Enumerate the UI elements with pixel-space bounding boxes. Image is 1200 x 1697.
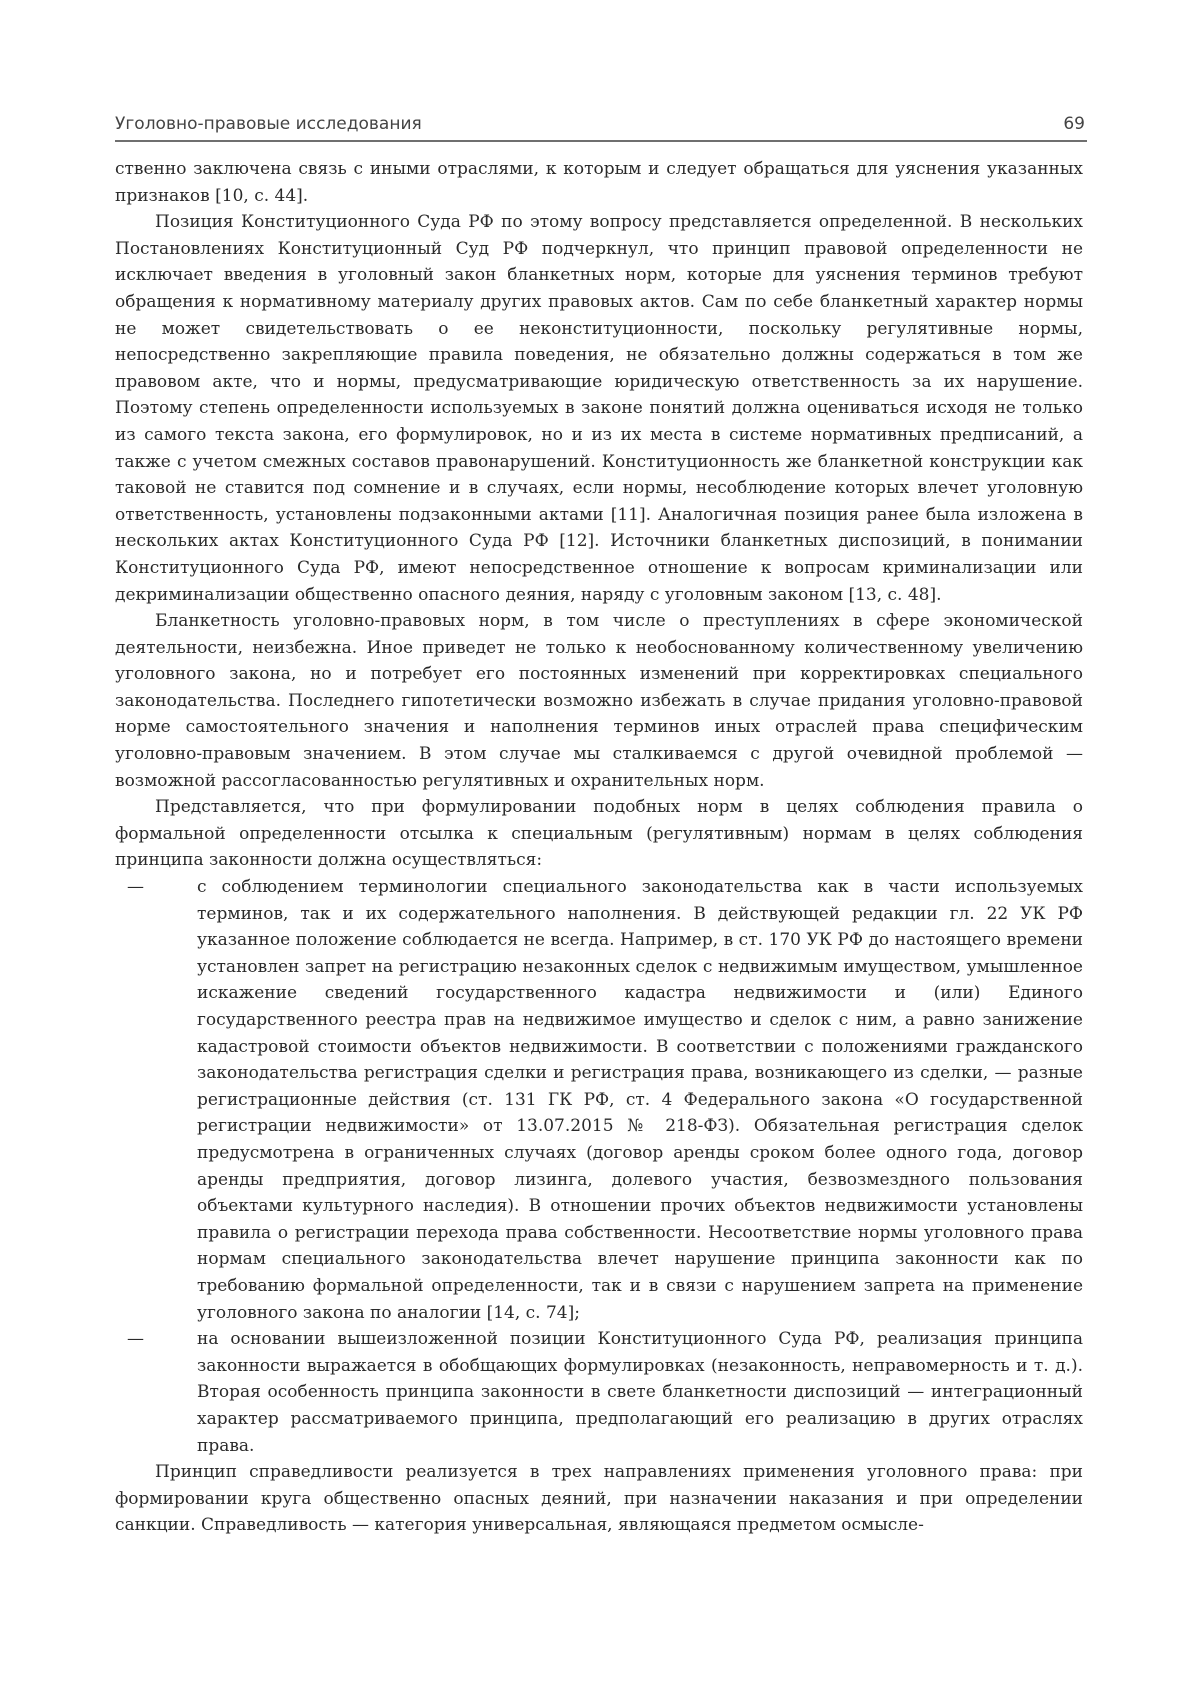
running-title: Уголовно-правовые исследования [115,114,422,134]
paragraph: Представляется, что при формулировании подобных норм в целях соблюдения правила о формальной определенности отсылка к специальным (регулятивным) нормам в целях соблюдения принципа законности должна осуществляться: [115,797,1083,871]
running-header [115,108,1087,142]
list-item [127,1326,1083,1459]
page-number: 69 [1063,114,1085,134]
paragraph: Бланкетность уголовно-правовых норм, в том числе о преступлениях в сфере экономической деятельности, неизбежна. Иное приведет не только к необоснованному количественному увеличению уголовного закона, но и потребует его постоянных изменений при корректировках специального законодательства. Последнего гипотетически возможно избежать в случае придания уголовно-правовой норме самостоятельного значения и наполнения терминов иных отраслей права специфическим уголовно-правовым значением. В этом случае мы сталкиваемся с другой очевидной проблемой — возможной рассогласованностью регулятивных и охранительных норм. [115,611,1083,791]
paragraph: Принцип справедливости реализуется в трех направлениях применения уголовного права: при формировании круга общественно опасных деяний, при назначении наказания и при определении санкции. Справедливость — категория универсальная, являющаяся предметом осмысле- [115,1462,1083,1536]
list-dash: — [127,1329,144,1350]
list-dash: — [127,877,144,898]
paragraph-continued: ственно заключена связь с иными отраслями, к которым и следует обращаться для уяснения указанных признаков [10, с. 44]. [115,159,1083,206]
list-item-text: на основании вышеизложенной позиции Конституционного Суда РФ, реализация принципа законности выражается в обобщающих формулировках (незаконность, неправомерность и т. д.). Вторая особенность принципа законности в свете бланкетности диспозиций — интеграционный характер рассматриваемого принципа, предполагающий его реализацию в других отраслях права. [197,1329,1083,1456]
dash-list [115,874,1083,1459]
list-item-text: с соблюдением терминологии специального законодательства как в части используемых терминов, так и их содержательного наполнения. В действующей редакции гл. 22 УК РФ указанное положение соблюдается не всегда. Например, в ст. 170 УК РФ до настоящего времени установлен запрет на регистрацию незаконных сделок с недвижимым имуществом, умышленное искажение сведений государственного кадастра недвижимости и (или) Единого государственного реестра прав на недвижимое имущество и сделок с ним, а равно занижение кадастровой стоимости объектов недвижимости. В соответствии с положениями гражданского законодательства регистрация сделки и регистрация права, возникающего из сделки, — разные регистрационные действия (ст. 131 ГК РФ, ст. 4 Федерального закона «О государственной регистрации недвижимости» от 13.07.2015 № 218-ФЗ). Обязательная регистрация сделок предусмотрена в ограниченных случаях (договор аренды сроком более одного года, договор аренды предприятия, договор лизинга, долевого участия, безвозмездного пользования объектами культурного наследия). В отношении прочих объектов недвижимости установлены правила о регистрации перехода права собственности. Несоответствие нормы уголовного права нормам специального законодательства влечет нарушение принципа законности как по требованию формальной определенности, так и в связи с нарушением запрета на применение уголовного закона по аналогии [14, с. 74]; [197,877,1083,1323]
paragraph: Позиция Конституционного Суда РФ по этому вопросу представляется определенной. В нескольких Постановлениях Конституционный Суд РФ подчеркнул, что принцип правовой определенности не исключает введения в уголовный закон бланкетных норм, которые для уяснения терминов требуют обращения к нормативному материалу других правовых актов. Сам по себе бланкетный характер нормы не может свидетельствовать о ее неконституционности, поскольку регулятивные нормы, непосредственно закрепляющие правила поведения, не обязательно должны содержаться в том же правовом акте, что и нормы, предусматривающие юридическую ответственность за их нарушение. Поэтому степень определенности используемых в законе понятий должна оцениваться исходя не только из самого текста закона, его формулировок, но и из их места в системе нормативных предписаний, а также с учетом смежных составов правонарушений. Конституционность же бланкетной конструкции как таковой не ставится под сомнение и в случаях, если нормы, несоблюдение которых влечет уголовную ответственность, установлены подзаконными актами [11]. Аналогичная позиция ранее была изложена в нескольких актах Конституционного Суда РФ [12]. Источники бланкетных диспозиций, в понимании Конституционного Суда РФ, имеют непосредственное отношение к вопросам криминализации или декриминализации общественно опасного деяния, наряду с уголовным законом [13, с. 48]. [115,212,1083,605]
article-body [115,156,1083,1539]
list-item [127,874,1083,1326]
